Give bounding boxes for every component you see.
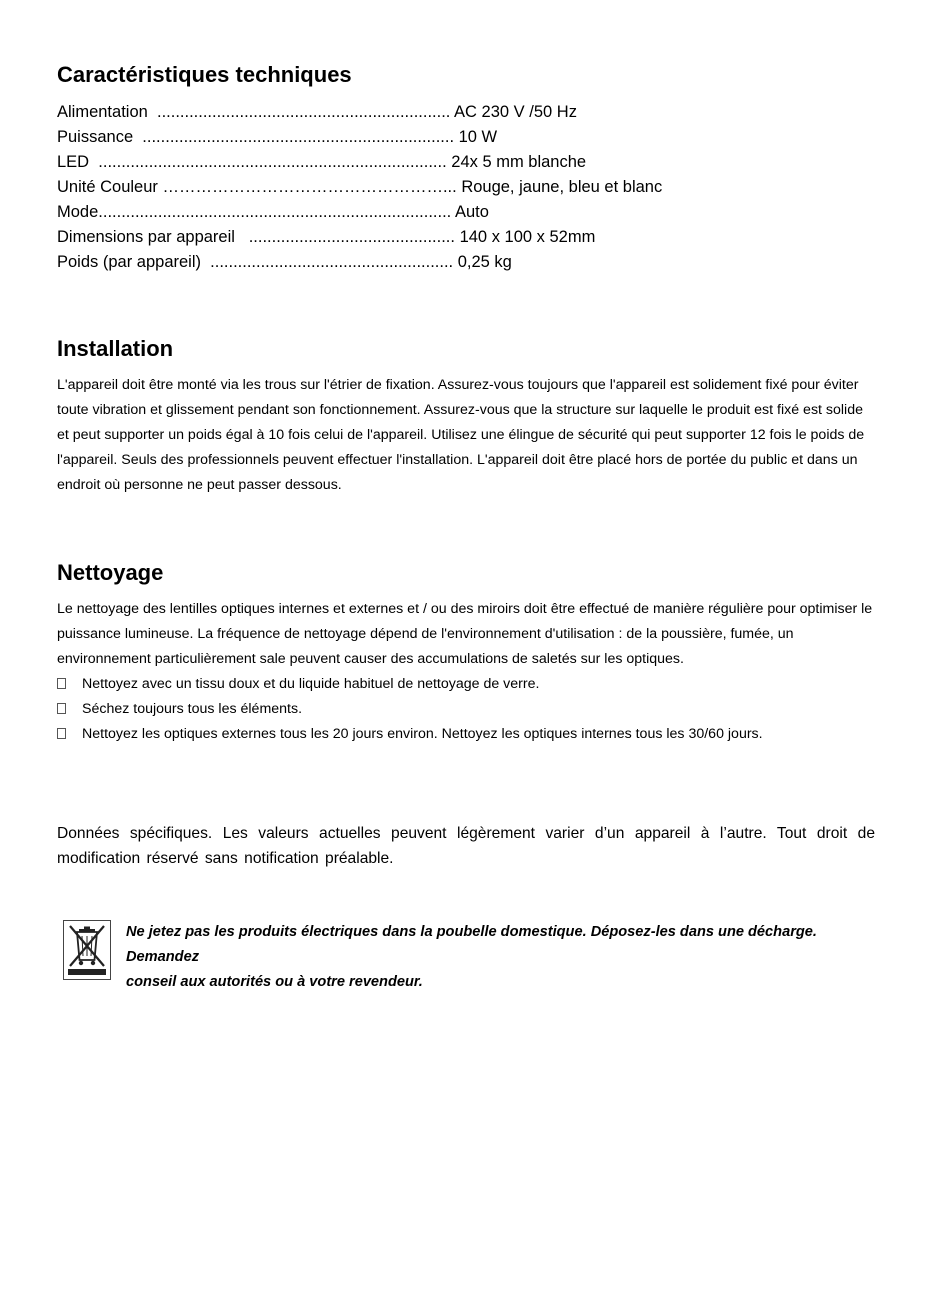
- installation-heading: Installation: [57, 336, 174, 361]
- spec-row-dimensions: [57, 227, 595, 247]
- spec-dots: .....................................................: [201, 253, 458, 271]
- notice-line: modification réservé sans notification préalable.: [57, 850, 394, 867]
- spec-value: 140 x 100 x 52mm: [459, 228, 596, 246]
- spec-value: 24x 5 mm blanche: [451, 153, 587, 171]
- spec-row-mode: [57, 202, 489, 222]
- spec-label: Alimentation: [57, 103, 148, 121]
- disposal-line: Ne jetez pas les produits électriques dans la poubelle domestique. Déposez-les dans une décharge. Demandez: [126, 924, 817, 965]
- spec-dots: .............................................: [234, 228, 460, 246]
- spec-label: Dimensions par appareil: [57, 228, 235, 246]
- spec-row-power: [57, 127, 497, 147]
- spec-dots: .............................................................................: [98, 203, 455, 221]
- cleaning-paragraph: [57, 597, 877, 672]
- spec-dots: ................................................................: [147, 103, 455, 121]
- bullet-box-icon: [57, 678, 66, 689]
- paragraph-line: Le nettoyage des lentilles optiques internes et externes et / ou des miroirs doit être effectué de manière régulière pour optimiser le: [57, 601, 873, 617]
- weee-crossed-bin-icon: [63, 920, 111, 980]
- spec-row-weight: [57, 252, 512, 272]
- paragraph-line: toute vibration et glissement pendant son fonctionnement. Assurez-vous que la structure sur laquelle le produit est fixé est solide: [57, 402, 863, 418]
- spec-label: Unité Couleur: [57, 178, 158, 196]
- cleaning-bullet: [57, 674, 539, 694]
- cleaning-heading: Nettoyage: [57, 560, 164, 585]
- spec-value: 0,25 kg: [457, 253, 512, 271]
- bullet-text: Séchez toujours tous les éléments.: [82, 701, 303, 717]
- installation-paragraph: [57, 373, 877, 498]
- spec-label: Puissance: [57, 128, 134, 146]
- spec-label: Mode: [57, 203, 99, 221]
- specifications-notice: [57, 821, 875, 871]
- spec-value: AC 230 V /50 Hz: [454, 103, 577, 121]
- disposal-notice: [126, 920, 878, 995]
- spec-row-power-supply: [57, 102, 577, 122]
- paragraph-line: l'appareil. Seuls des professionnels peuvent effectuer l'installation. L'appareil doit être placé hors de portée du public et dans un: [57, 452, 858, 468]
- notice-line: Données spécifiques. Les valeurs actuelles peuvent légèrement varier d’un appareil à l’autre. Tout droit de: [57, 825, 875, 842]
- bullet-box-icon: [57, 728, 66, 739]
- cleaning-bullet: [57, 699, 302, 719]
- bullet-text: Nettoyez les optiques externes tous les 20 jours environ. Nettoyez les optiques internes tous les 30/60 jours.: [82, 726, 763, 742]
- spec-dots: ……………………………………………...: [157, 178, 462, 196]
- disposal-line: conseil aux autorités ou à votre revendeur.: [126, 974, 423, 990]
- paragraph-line: L'appareil doit être monté via les trous sur l'étrier de fixation. Assurez-vous toujours que l'appareil est solidement fixé pour éviter: [57, 377, 859, 393]
- paragraph-line: environnement particulièrement sale peuvent causer des accumulations de saletés sur les optiques.: [57, 651, 684, 667]
- spec-dots: ....................................................................: [133, 128, 459, 146]
- spec-value: Rouge, jaune, bleu et blanc: [461, 178, 663, 196]
- spec-row-color-unit: [57, 177, 662, 197]
- spec-value: Auto: [454, 203, 489, 221]
- spec-label: LED: [57, 153, 90, 171]
- paragraph-line: puissance lumineuse. La fréquence de nettoyage dépend de l'environnement d'utilisation : de la poussière, fumée, un: [57, 626, 794, 642]
- paragraph-line: endroit où personne ne peut passer dessous.: [57, 477, 342, 493]
- paragraph-line: et peut supporter un poids égal à 10 fois celui de l'appareil. Utilisez une élingue de sécurité qui peut supporter 12 fois le poids de: [57, 427, 865, 443]
- bullet-box-icon: [57, 703, 66, 714]
- spec-dots: ............................................................................: [89, 153, 452, 171]
- spec-row-led: [57, 152, 586, 172]
- spec-value: 10 W: [458, 128, 498, 146]
- spec-label: Poids (par appareil): [57, 253, 201, 271]
- specs-heading: Caractéristiques techniques: [57, 62, 352, 87]
- cleaning-bullet: [57, 724, 763, 744]
- bullet-text: Nettoyez avec un tissu doux et du liquide habituel de nettoyage de verre.: [82, 676, 540, 692]
